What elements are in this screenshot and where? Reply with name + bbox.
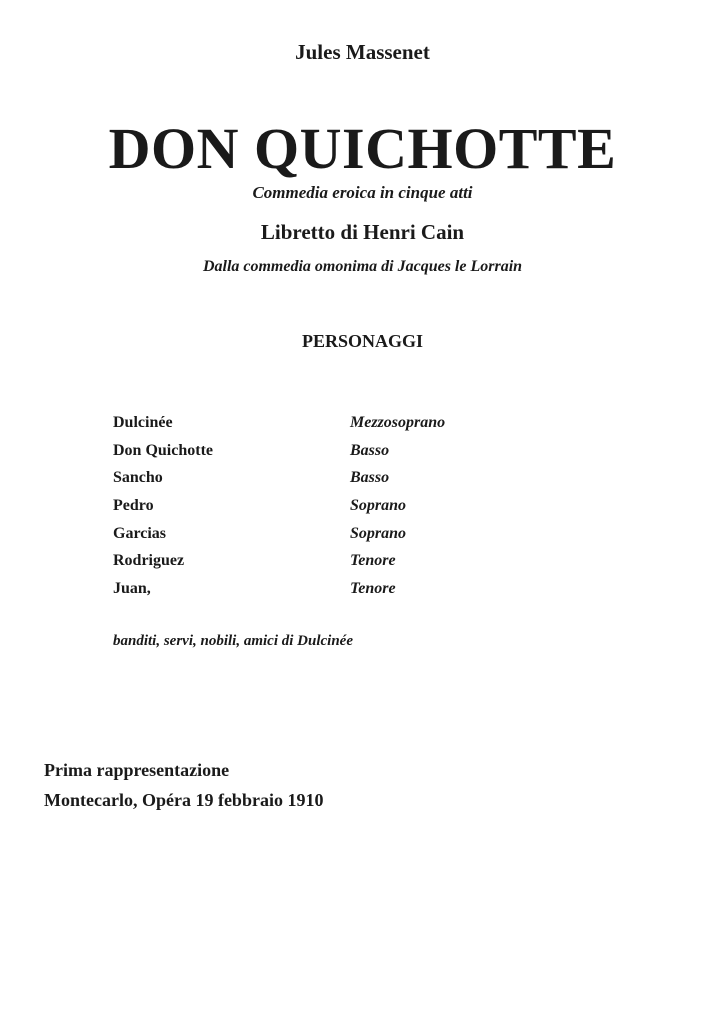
chorus-note: banditi, servi, nobili, amici di Dulcinée [113, 633, 353, 649]
role-name: Dulcinée [113, 414, 173, 431]
cast-row [113, 442, 613, 470]
role-name: Juan, [113, 580, 151, 598]
voice-type: Basso [350, 441, 390, 459]
voice-type: Tenore [350, 552, 396, 570]
cast-row [113, 525, 613, 553]
librettist-credit: Libretto di Henri Cain [260, 220, 465, 244]
premiere-label: Prima rappresentazione [44, 760, 230, 780]
role-name: Rodriguez [113, 552, 185, 570]
role-name: Don Quichotte [113, 441, 213, 459]
voice-type: Tenore [350, 580, 396, 598]
role-name: Pedro [113, 497, 154, 515]
opera-title: DON QUICHOTTE [108, 116, 617, 181]
opera-subtitle: Commedia eroica in cinque atti [252, 183, 473, 202]
cast-row [113, 580, 613, 608]
cast-row [113, 497, 613, 525]
voice-type: Soprano [350, 524, 407, 542]
role-name: Sancho [113, 469, 163, 487]
voice-type: Mezzosoprano [350, 414, 446, 431]
role-name: Garcias [113, 524, 167, 542]
cast-row [113, 414, 613, 442]
cast-list [113, 414, 613, 608]
voice-type: Soprano [350, 497, 407, 515]
cast-heading: PERSONAGGI [301, 331, 424, 351]
cast-row [113, 469, 613, 497]
cast-row [113, 552, 613, 580]
voice-type: Basso [350, 469, 390, 487]
source-credit: Dalla commedia omonima di Jacques le Lorrain [202, 258, 523, 275]
composer-name: Jules Massenet [295, 40, 430, 64]
premiere-detail: Montecarlo, Opéra 19 febbraio 1910 [44, 790, 324, 810]
